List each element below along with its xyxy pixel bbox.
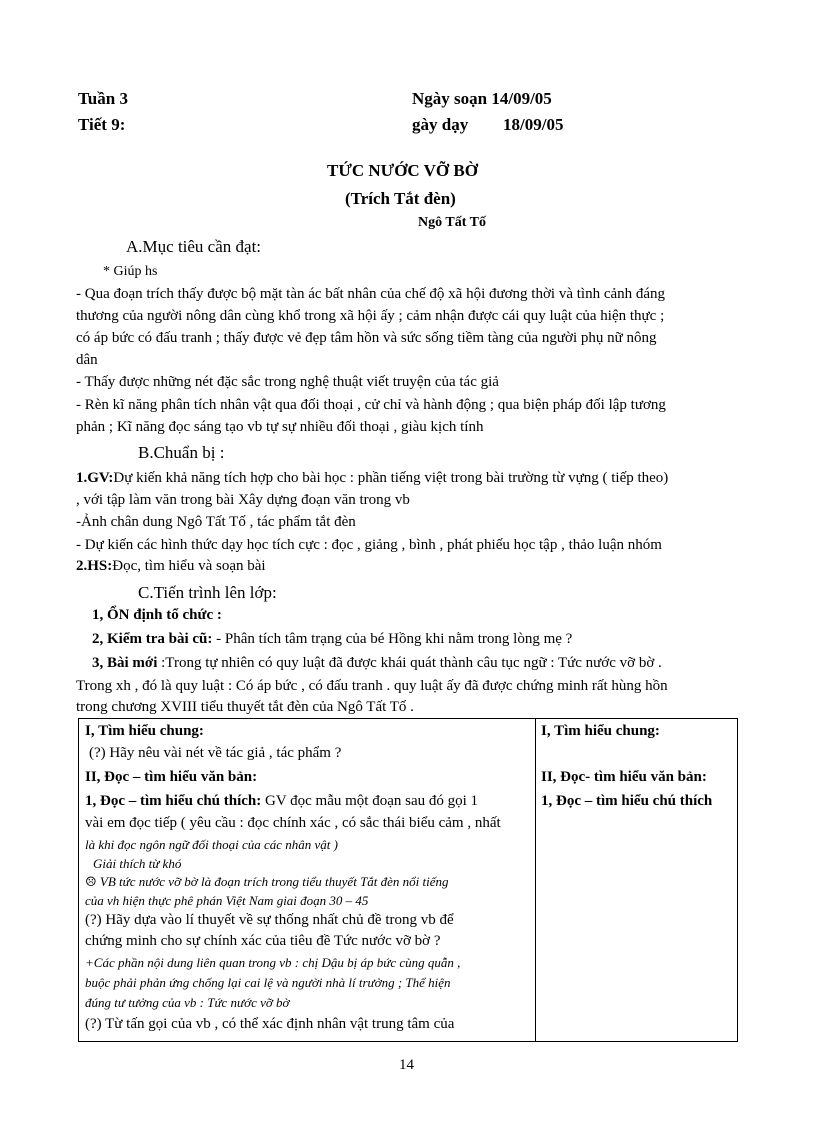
week-label: Tuần 3 [78, 89, 128, 108]
answer-theme: buộc phải phản ứng chống lại cai lệ và người nhà lí trưởng ; Thể hiện [85, 975, 451, 990]
hs-label: 2.HS: [76, 558, 113, 574]
step-3-line: Trong xh , đó là quy luật : Có áp bức , có đấu tranh . quy luật ấy đã được chứng minh rất hùng hồn [76, 678, 668, 694]
right-heading-general: I, Tìm hiểu chung: [541, 723, 660, 739]
reading-note-label: 1, Đọc – tìm hiểu chú thích: [85, 793, 262, 809]
section-a-line: - Thấy được những nét đặc sắc trong nghệ thuật viết truyện của tác giả [76, 374, 499, 390]
step-1: 1, ỔN định tổ chức : [92, 607, 222, 623]
section-a-line: có áp bức có đấu tranh ; thấy được vẻ đẹp tâm hồn và sức sống tiềm tàng của người phụ nữ nông [76, 330, 657, 346]
page-number: 14 [399, 1057, 414, 1073]
question-theme: (?) Hãy dựa vào lí thuyết về sự thống nhất chủ đề trong vb để [85, 912, 454, 928]
section-a-line: phản ; Kĩ năng đọc sáng tạo vb tự sự nhiều đối thoại , giàu kịch tính [76, 419, 484, 435]
step-3-line: trong chương XVIII tiểu thuyết tắt đèn của Ngô Tất Tố . [76, 699, 414, 715]
section-b-line: , với tập làm văn trong bài Xây dựng đoạn văn trong vb [76, 492, 410, 508]
author-name: Ngô Tất Tố [418, 215, 486, 230]
section-b-hs-line [76, 558, 266, 575]
step-3-text: :Trong tự nhiên có quy luật đã được khái quát thành câu tục ngữ : Tức nước vỡ bờ . [157, 655, 662, 671]
left-heading-general: I, Tìm hiểu chung: [85, 723, 204, 739]
right-heading-notes: 1, Đọc – tìm hiểu chú thích [541, 793, 713, 809]
section-a-intro: * Giúp hs [103, 264, 158, 279]
right-heading-reading: II, Đọc- tìm hiểu văn bản: [541, 769, 707, 785]
section-b-line: - Dự kiến các hình thức dạy học tích cực : đọc , giảng , bình , phát phiếu học tập , thảo luận nhóm [76, 537, 662, 553]
answer-theme: +Các phần nội dung liên quan trong vb : chị Dậu bị áp bức cùng quẫn , [85, 955, 461, 970]
section-b-gv-line [76, 470, 668, 487]
answer-theme: đúng tư tưởng của vb : Tức nước vỡ bờ [85, 995, 290, 1010]
frown-icon: ☹ [85, 874, 97, 889]
question-theme: chứng minh cho sự chính xác của tiêu đề Tức nước vỡ bờ ? [85, 933, 441, 949]
text-origin-text: VB tức nước vỡ bờ là đoạn trích trong tiểu thuyết Tắt đèn nổi tiếng [96, 874, 449, 889]
lesson-table [78, 718, 738, 1042]
vocabulary-note: Giải thích từ khó [93, 856, 182, 871]
section-a-line: - Qua đoạn trích thấy được bộ mặt tàn ác bất nhân của chế độ xã hội đương thời và tình cảnh đáng [76, 286, 666, 302]
section-a-line: thương của người nông dân cùng khổ trong xã hội ấy ; cảm nhận được cái quy luật của hiện thực ; [76, 308, 665, 324]
page-subtitle: (Trích Tắt đèn) [345, 189, 456, 208]
left-heading-reading: II, Đọc – tìm hiểu văn bản: [85, 769, 258, 785]
section-a-heading: A.Mục tiêu cần đạt: [126, 237, 262, 256]
text-origin-note: của vh hiện thực phê phán Việt Nam giai đoạn 30 – 45 [85, 893, 369, 908]
reading-note-text: GV đọc mẫu một đoạn sau đó gọi 1 [261, 793, 479, 809]
column-divider [535, 719, 536, 1041]
step-3 [92, 655, 662, 672]
reading-instruction: vài em đọc tiếp ( yêu cầu : đọc chính xác , có sắc thái biểu cảm , nhất [85, 815, 501, 831]
teach-date: 18/09/05 [503, 115, 564, 134]
text-origin-note [85, 874, 449, 890]
teach-date-label: gày dạy [412, 115, 469, 134]
question-author-work: (?) Hãy nêu vài nét về tác giả , tác phẩm ? [89, 745, 342, 761]
lesson-number: Tiết 9: [78, 115, 126, 134]
prep-date: Ngày soạn 14/09/05 [412, 89, 552, 108]
reading-instruction: là khi đọc ngôn ngữ đối thoại của các nhân vật ) [85, 837, 338, 852]
step-2-label: 2, Kiểm tra bài cũ: [92, 631, 213, 647]
section-a-line: dân [76, 352, 98, 368]
question-main-character: (?) Từ tấn gọi của vb , có thể xác định nhân vật trung tâm của [85, 1016, 455, 1032]
section-b-line: -Ảnh chân dung Ngô Tất Tố , tác phẩm tắt đèn [76, 514, 356, 530]
section-b-heading: B.Chuẩn bị : [138, 443, 225, 462]
step-2 [92, 631, 572, 648]
gv-text: Dự kiến khả năng tích hợp cho bài học : phần tiếng việt trong bài trường từ vựng ( tiếp theo) [113, 470, 669, 486]
reading-note-line [85, 793, 478, 810]
step-3-label: 3, Bài mới [92, 655, 158, 671]
page-title: TỨC NƯỚC VỠ BỜ [327, 161, 478, 180]
section-c-heading: C.Tiến trình lên lớp: [138, 583, 277, 602]
section-a-line: - Rèn kĩ năng phân tích nhân vật qua đối thoại , cử chỉ và hành động ; qua biện pháp đối lập tương [76, 397, 666, 413]
gv-label: 1.GV: [76, 470, 114, 486]
hs-text: Đọc, tìm hiểu và soạn bài [112, 558, 266, 574]
step-2-text: - Phân tích tâm trạng của bé Hồng khi nằm trong lòng mẹ ? [212, 631, 573, 647]
